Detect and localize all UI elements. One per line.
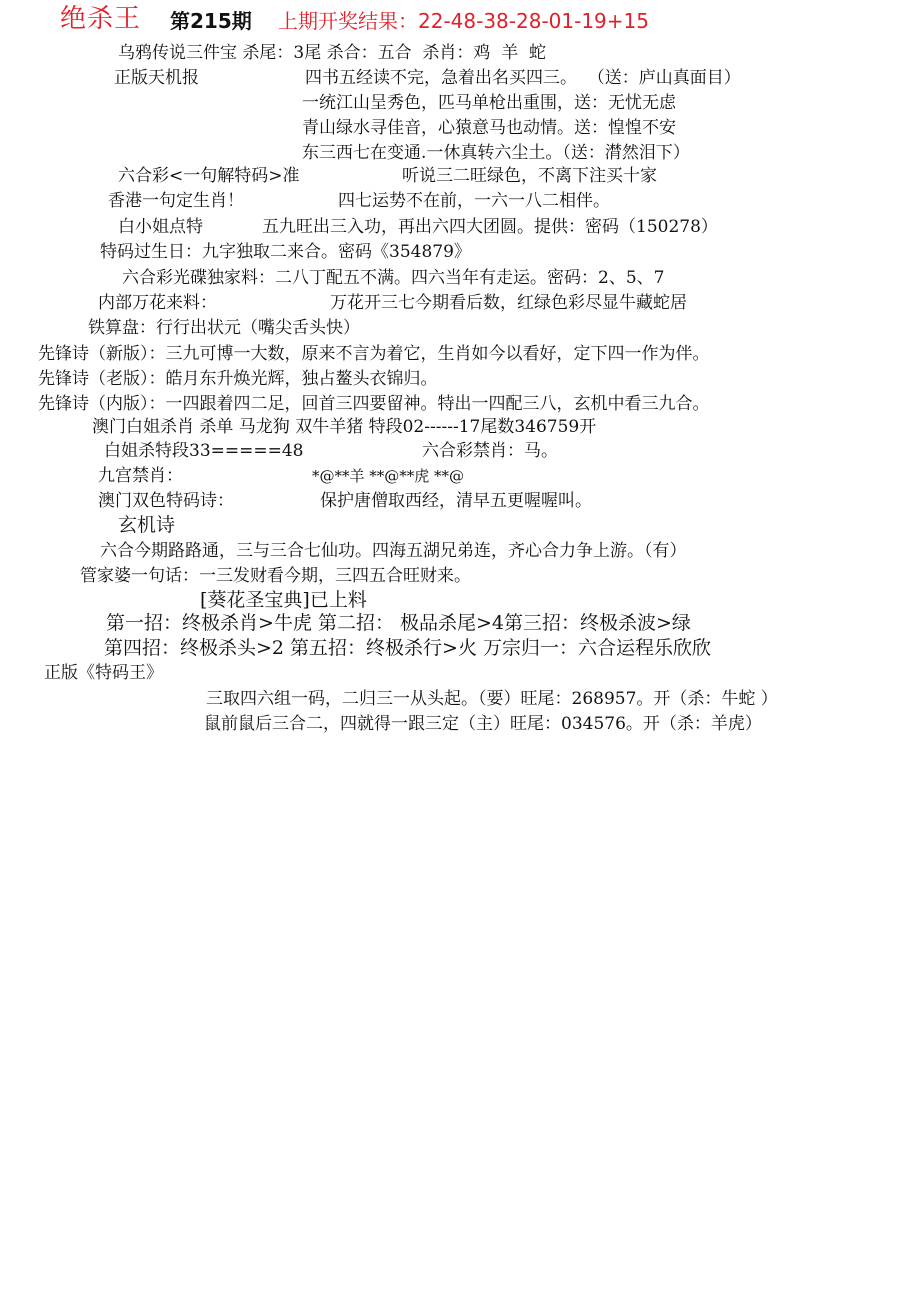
text-line: 四书五经读不完，急着出名买四三。 （送：庐山真面目） — [305, 68, 741, 88]
text-line: 听说三二旺绿色，不离下注买十家 — [402, 166, 657, 186]
header-title: 绝杀王 — [60, 4, 142, 34]
text-line: *@**羊 **@**虎 **@ — [312, 467, 465, 485]
text-line: 三取四六组一码，二归三一从头起。（要）旺尾：268957。开（杀：牛蛇 ） — [206, 689, 778, 709]
text-line: 九宫禁肖： — [98, 466, 183, 486]
text-line: 正版天机报 — [114, 68, 199, 88]
text-line: 六合彩光碟独家料：二八丁配五不满。四六当年有走运。密码：2、5、7 — [122, 268, 665, 288]
text-line: 正版《特码王》 — [44, 663, 163, 683]
text-line: 白姐杀特段33=====48 — [104, 441, 304, 461]
text-line: 特码过生日：九字独取二来合。密码《354879》 — [100, 242, 471, 262]
text-line: [葵花圣宝典]已上料 — [200, 589, 367, 611]
text-line: 先锋诗（老版）：皓月东升焕光辉，独占鳌头衣锦归。 — [38, 369, 438, 389]
text-line: 铁算盘：行行出状元（嘴尖舌头快） — [88, 318, 360, 338]
text-line: 乌鸦传说三件宝 杀尾：3尾 杀合：五合 杀肖：鸡 羊 蛇 — [118, 43, 547, 63]
text-line: 香港一句定生肖！ — [108, 191, 244, 211]
text-line: 第四招：终极杀头>2 第五招：终极杀行>火 万宗归一：六合运程乐欣欣 — [104, 637, 712, 659]
issue-number: 第215期 — [170, 9, 252, 33]
text-line: 万花开三七今期看后数，红绿色彩尽显牛藏蛇居 — [330, 293, 687, 313]
text-line: 六合彩<一句解特码>准 — [118, 166, 300, 186]
text-line: 内部万花来料： — [98, 293, 217, 313]
text-line: 玄机诗 — [118, 514, 176, 536]
text-line: 先锋诗（内版）：一四跟着四二足，回首三四要留神。特出一四配三八，玄机中看三九合。 — [38, 394, 710, 414]
text-line: 青山绿水寻佳音，心猿意马也动情。送：惶惶不安 — [302, 118, 676, 138]
text-line: 六合今期路路通，三与三合七仙功。四海五湖兄弟连，齐心合力争上游。（有） — [100, 541, 687, 561]
text-line: 东三西七在变通.一休真转六尘土。（送：潸然泪下） — [302, 143, 690, 163]
text-line: 六合彩禁肖：马。 — [422, 441, 558, 461]
text-line: 五九旺出三入功，再出六四大团圆。提供：密码（150278） — [262, 217, 718, 237]
text-line: 澳门白姐杀肖 杀单 马龙狗 双牛羊猪 特段02------17尾数346759开 — [92, 417, 597, 437]
text-line: 第一招：终极杀肖>牛虎 第二招： 极品杀尾>4第三招：终极杀波>绿 — [106, 612, 691, 634]
text-line: 管家婆一句话：一三发财看今期，三四五合旺财来。 — [80, 566, 471, 586]
text-line: 鼠前鼠后三合二，四就得一跟三定（主）旺尾：034576。开（杀：羊虎） — [204, 714, 762, 734]
text-line: 澳门双色特码诗： — [98, 491, 234, 511]
text-line: 一统江山呈秀色，匹马单枪出重围，送：无忧无虑 — [302, 93, 676, 113]
last-draw-result: 上期开奖结果：22-48-38-28-01-19+15 — [278, 9, 649, 33]
text-line: 白小姐点特 — [118, 217, 203, 237]
text-line: 保护唐僧取西经，清早五更喔喔叫。 — [320, 491, 592, 511]
text-line: 四七运势不在前，一六一八二相伴。 — [338, 191, 610, 211]
text-line: 先锋诗（新版）：三九可博一大数，原来不言为着它，生肖如今以看好，定下四一作为伴。 — [38, 344, 710, 364]
